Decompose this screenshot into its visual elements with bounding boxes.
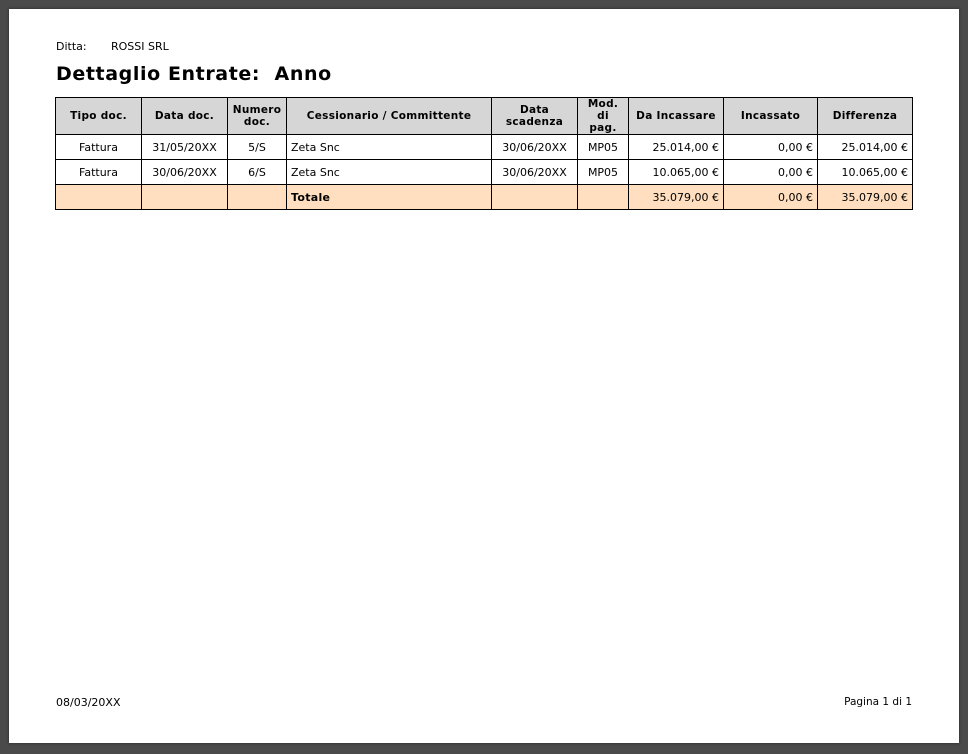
- col-header-tipo-doc: Tipo doc.: [56, 98, 142, 135]
- cell-numero-doc: 6/S: [228, 160, 287, 185]
- cell-cessionario: Zeta Snc: [287, 160, 492, 185]
- total-differenza: 35.079,00 €: [818, 185, 913, 210]
- report-page: [9, 9, 959, 743]
- cell-cessionario: Zeta Snc: [287, 135, 492, 160]
- total-empty-cell: [228, 185, 287, 210]
- total-row: [56, 185, 913, 210]
- report-title: Dettaglio Entrate: Anno: [56, 63, 332, 85]
- cell-differenza: 25.014,00 €: [818, 135, 913, 160]
- table-row: [56, 135, 913, 160]
- cell-numero-doc: 5/S: [228, 135, 287, 160]
- col-header-da-incassare: Da Incassare: [629, 98, 724, 135]
- col-header-data-scadenza: Data scadenza: [492, 98, 578, 135]
- total-label: Totale: [287, 185, 492, 210]
- company-label: Ditta:: [56, 40, 87, 53]
- cell-mod-pag: MP05: [578, 160, 629, 185]
- page-number: Pagina 1 di 1: [844, 696, 912, 708]
- cell-da-incassare: 25.014,00 €: [629, 135, 724, 160]
- total-empty-cell: [578, 185, 629, 210]
- cell-incassato: 0,00 €: [724, 135, 818, 160]
- col-header-data-doc: Data doc.: [142, 98, 228, 135]
- total-empty-cell: [56, 185, 142, 210]
- company-name: ROSSI SRL: [111, 40, 169, 53]
- total-da-incassare: 35.079,00 €: [629, 185, 724, 210]
- col-header-numero-doc: Numero doc.: [228, 98, 287, 135]
- cell-differenza: 10.065,00 €: [818, 160, 913, 185]
- col-header-differenza: Differenza: [818, 98, 913, 135]
- cell-tipo-doc: Fattura: [56, 135, 142, 160]
- cell-data-doc: 30/06/20XX: [142, 160, 228, 185]
- total-incassato: 0,00 €: [724, 185, 818, 210]
- col-header-incassato: Incassato: [724, 98, 818, 135]
- cell-data-scadenza: 30/06/20XX: [492, 135, 578, 160]
- col-header-mod-pag: Mod. di pag.: [578, 98, 629, 135]
- cell-da-incassare: 10.065,00 €: [629, 160, 724, 185]
- cell-incassato: 0,00 €: [724, 160, 818, 185]
- print-date: 08/03/20XX: [56, 696, 121, 709]
- col-header-cessionario: Cessionario / Committente: [287, 98, 492, 135]
- table-header-row: [56, 98, 913, 135]
- total-empty-cell: [142, 185, 228, 210]
- cell-data-doc: 31/05/20XX: [142, 135, 228, 160]
- cell-tipo-doc: Fattura: [56, 160, 142, 185]
- entries-table: [55, 97, 913, 210]
- company-line: [56, 40, 169, 53]
- cell-mod-pag: MP05: [578, 135, 629, 160]
- total-empty-cell: [492, 185, 578, 210]
- table-row: [56, 160, 913, 185]
- cell-data-scadenza: 30/06/20XX: [492, 160, 578, 185]
